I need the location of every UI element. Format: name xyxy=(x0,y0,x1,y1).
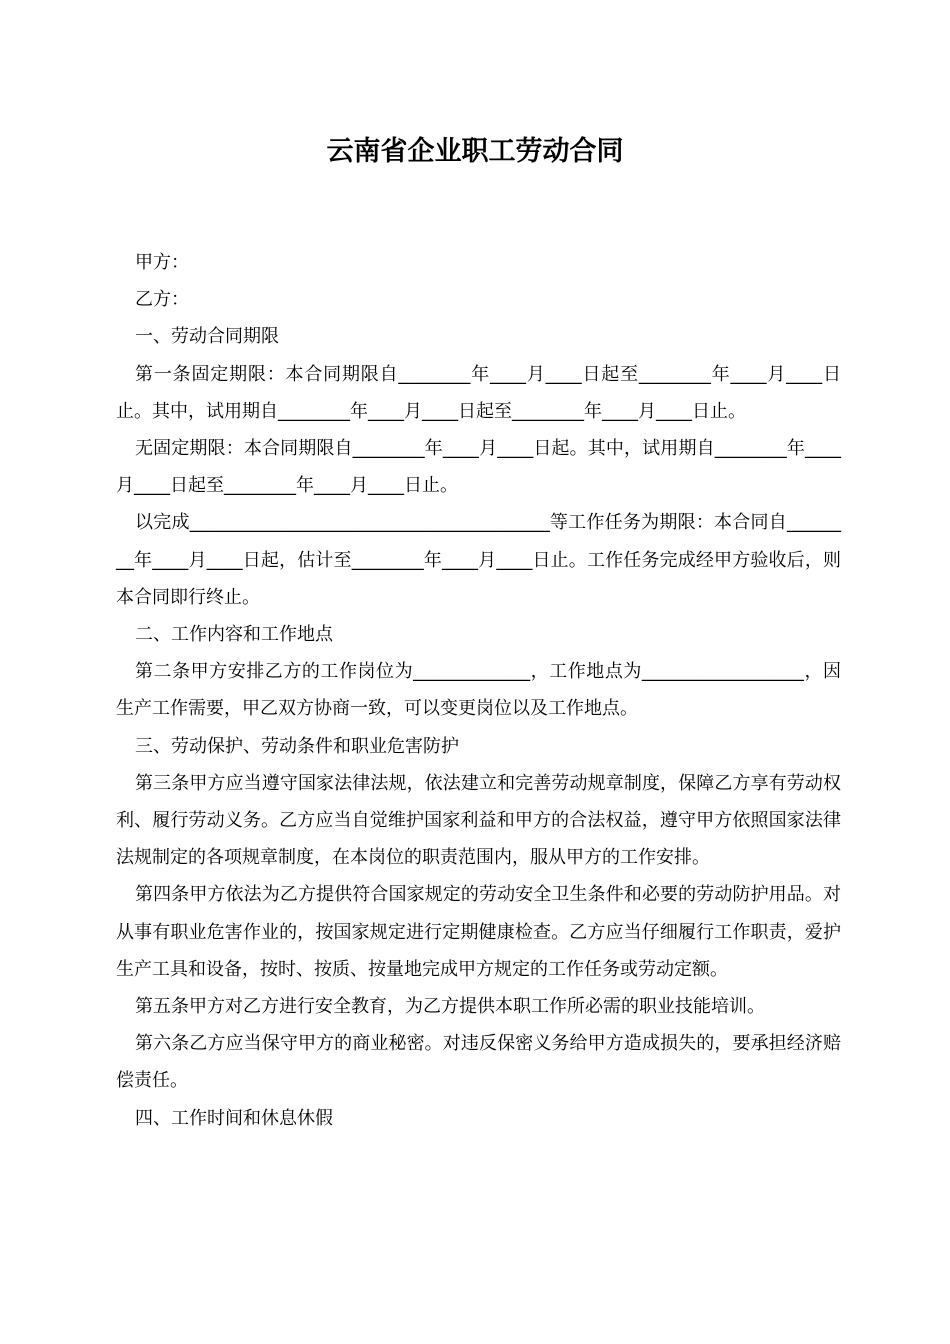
article-paragraph: 第四条甲方依法为乙方提供符合国家规定的劳动安全卫生条件和必要的劳动防护用品。对从事有职业危害作业的，按国家规定进行定期健康检查。乙方应当仔细履行工作职责，爱护生产工具和设备，按时、按质、按量地完成甲方规定的工作任务或劳动定额。 xyxy=(116,884,841,980)
party-b-line: 乙方： xyxy=(135,289,189,311)
section-heading: 四、工作时间和休息休假 xyxy=(135,1107,333,1129)
document-body xyxy=(116,244,841,1137)
party-a-line: 甲方： xyxy=(135,252,189,273)
article-paragraph: 第三条甲方应当遵守国家法律法规，依法建立和完善劳动规章制度，保障乙方享有劳动权利、履行劳动义务。乙方应当自觉维护国家利益和甲方的合法权益，遵守甲方依照国家法律法规制定的各项规章制度，在本岗位的职责范围内，服从甲方的工作安排。 xyxy=(116,772,841,869)
section-heading: 三、劳动保护、劳动条件和职业危害防护 xyxy=(135,735,459,757)
section-heading: 一、劳动合同期限 xyxy=(135,326,279,348)
section-heading: 二、工作内容和工作地点 xyxy=(135,624,333,646)
document-title: 云南省企业职工劳动合同 xyxy=(326,136,624,167)
article-paragraph: 第五条甲方对乙方进行安全教育，为乙方提供本职工作所必需的职业技能培训。 xyxy=(135,996,765,1018)
article-paragraph: 第六条乙方应当保守甲方的商业秘密。对违反保密义务给甲方造成损失的，要承担经济赔偿责任。 xyxy=(116,1033,841,1092)
article-paragraph: 以完成________________________________________等工作任务为期限：本合同自________年____月____日起，估计至________年____月____日止。工作任务完成经甲方验收后，则本合同即行终止。 xyxy=(116,512,841,608)
article-paragraph: 第二条甲方安排乙方的工作岗位为_____________，工作地点为__________________，因生产工作需要，甲乙双方协商一致，可以变更岗位以及工作地点。 xyxy=(116,661,841,720)
article-paragraph: 第一条固定期限：本合同期限自________年____月____日起至________年____月____日止。其中，试用期自________年____月____日起至________年____月____日止。 xyxy=(116,363,841,422)
article-paragraph: 无固定期限：本合同期限自________年____月____日起。其中，试用期自________年____月____日起至________年____月____日止。 xyxy=(116,438,841,497)
